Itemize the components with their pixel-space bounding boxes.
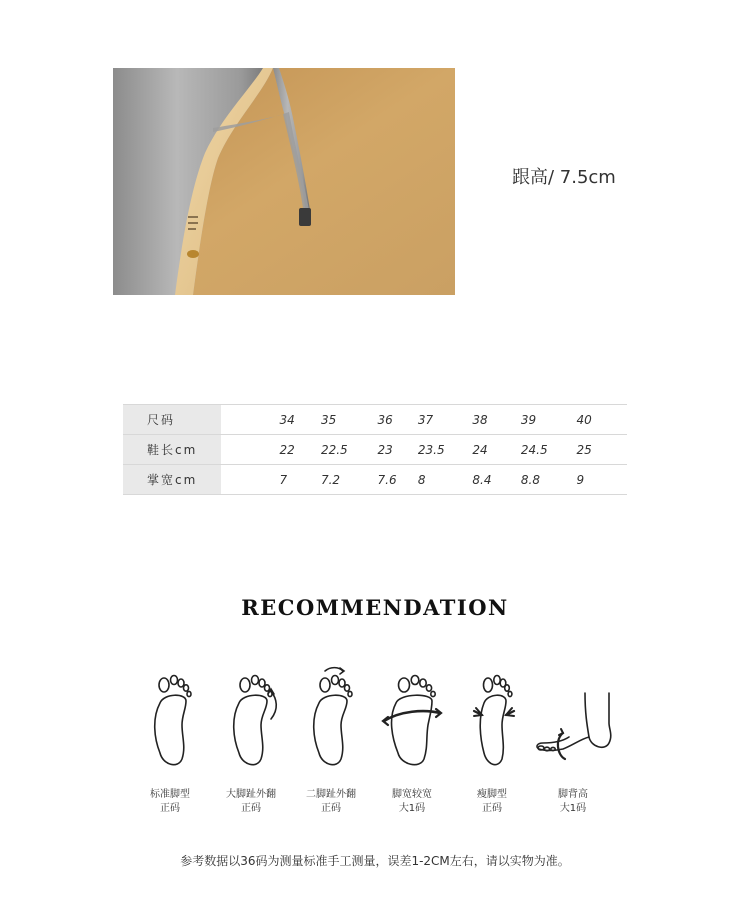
size-table-cell: 23.5 — [418, 435, 473, 465]
heel-photo — [113, 68, 455, 295]
foot-type-size-advice: 正码 — [482, 803, 502, 814]
foot-type-name: 脚宽较宽 — [392, 789, 432, 800]
high-instep-foot-icon — [533, 663, 613, 778]
size-table — [123, 404, 627, 495]
size-table-spacer — [221, 465, 280, 495]
size-table-cell: 22 — [280, 435, 321, 465]
foot-type-name: 标准脚型 — [150, 789, 190, 800]
foot-type-label — [523, 788, 623, 816]
size-table-cell: 36 — [378, 405, 418, 435]
size-table-cell: 8.4 — [472, 465, 520, 495]
size-table-cell: 8 — [418, 465, 473, 495]
size-table-spacer — [221, 435, 280, 465]
size-table-spacer — [221, 405, 280, 435]
foot-type-name: 脚背高 — [558, 789, 588, 800]
wide-foot-icon — [372, 663, 452, 778]
bunion-foot-icon — [211, 663, 291, 778]
size-table-cell: 34 — [280, 405, 321, 435]
size-table-cell: 35 — [321, 405, 378, 435]
size-table-cell: 24 — [472, 435, 520, 465]
standard-foot-icon — [130, 663, 210, 778]
recommendation-title: RECOMMENDATION — [241, 595, 509, 620]
size-table-row-header: 鞋长cm — [123, 435, 221, 465]
size-table-cell: 38 — [472, 405, 520, 435]
foot-type-name: 二脚趾外翻 — [306, 789, 356, 800]
shoe-heel-image — [113, 68, 455, 295]
size-table-cell: 7.6 — [378, 465, 418, 495]
size-table-cell: 25 — [576, 435, 627, 465]
size-table-cell: 8.8 — [521, 465, 577, 495]
size-table-row — [123, 465, 627, 495]
foot-type-size-advice: 大1码 — [559, 803, 587, 814]
heel-height-label: 跟高/ 7.5cm — [512, 167, 616, 188]
size-table-row — [123, 405, 627, 435]
foot-type-name: 瘦脚型 — [477, 789, 507, 800]
size-table-row-header: 掌宽cm — [123, 465, 221, 495]
foot-type-size-advice: 大1码 — [398, 803, 426, 814]
size-table-cell: 7 — [280, 465, 321, 495]
size-table-row — [123, 435, 627, 465]
narrow-foot-icon — [452, 663, 532, 778]
size-table-cell: 7.2 — [321, 465, 378, 495]
size-table-cell: 24.5 — [521, 435, 577, 465]
size-table-cell: 37 — [418, 405, 473, 435]
size-table-cell: 39 — [521, 405, 577, 435]
foot-type-name: 大脚趾外翻 — [226, 789, 276, 800]
size-table-row-header: 尺码 — [123, 405, 221, 435]
size-table-cell: 9 — [576, 465, 627, 495]
size-table-cell: 23 — [378, 435, 418, 465]
foot-type-size-advice: 正码 — [241, 803, 261, 814]
measurement-note: 参考数据以36码为测量标准手工测量，误差1-2CM左右，请以实物为准。 — [180, 854, 570, 868]
size-table-cell: 22.5 — [321, 435, 378, 465]
size-table-cell: 40 — [576, 405, 627, 435]
foot-type-size-advice: 正码 — [321, 803, 341, 814]
foot-type-size-advice: 正码 — [160, 803, 180, 814]
second-toe-foot-icon — [291, 663, 371, 778]
